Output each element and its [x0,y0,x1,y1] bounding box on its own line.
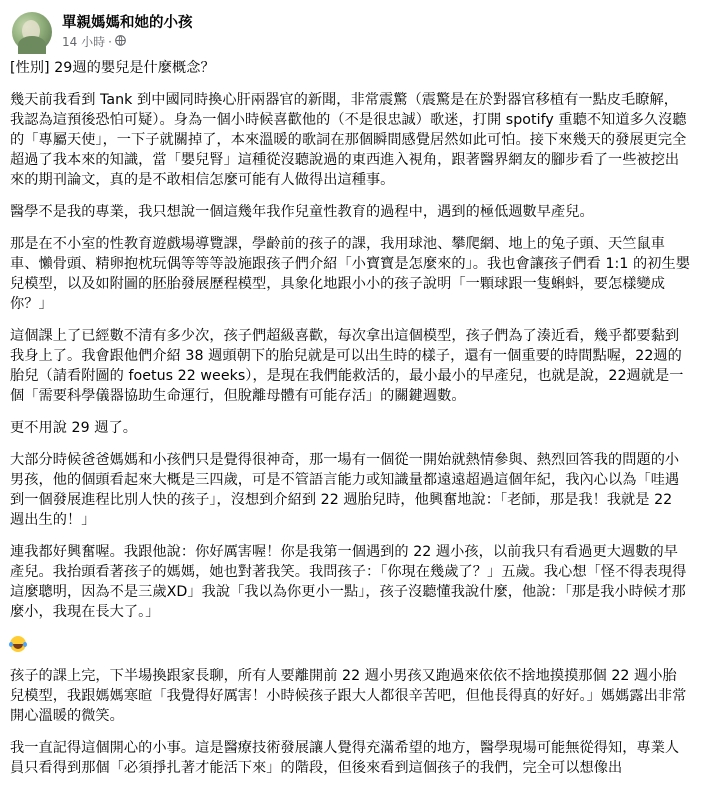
post-paragraph: 大部分時候爸爸媽媽和小孩們只是覺得很神奇，那一場有一個從一開始就熱情參與、熱烈回答我的問題的小男孩，他的個頭看起來大概是三四歲，可是不管語言能力或知識量都遠遠超過這個年紀，我內心以為「哇遇到一個發展進程比別人快的孩子」，沒想到介紹到 22 週胎兒時，他興奮地說：「老師，那是我！我就是 22 週出生的！」 [10,452,680,528]
meta-separator: · [108,34,112,49]
post-paragraph: 孩子的課上完，下半場換跟家長聊，所有人要離開前 22 週小男孩又跑過來依依不捨地摸摸那個 22 週小胎兒模型，我跟媽媽寒暄「我覺得好厲害！小時候孩子跟大人都很辛苦吧，但他長得真的好好。」媽媽露出非常開心溫暖的微笑。 [10,668,687,724]
post-meta [62,33,126,50]
post-paragraph: 更不用說 29 週了。 [10,420,137,436]
post-header [12,8,692,52]
page-name[interactable]: 單親媽媽和她的小孩 [62,15,193,31]
tears-of-joy-icon [10,636,26,652]
post-paragraph: 幾天前我看到 Tank 到中國同時換心肝兩器官的新聞，非常震驚（震驚是在於對器官移植有一點皮毛瞭解，我認為這預後恐怕可疑）。身為一個小時候喜歡他的（不是很忠誠）歌迷，打開 spotify 重聽不知道多久沒聽的「專屬天使」，一下子就關掉了，本來溫暖的歌詞在那個瞬間感覺居然如此可怕。接下來幾天的發展更完全超過了我本來的知識，當「嬰兒腎」這種從沒聽說過的東西進入視角，跟著醫界網友的腳步看了一些被挖出來的期刊論文，真的是不敢相信怎麼可能有人做得出這種事。 [10,92,687,188]
emoji-paragraph [10,634,690,654]
post-time[interactable]: 14 小時 [62,35,106,49]
post-paragraph: 那是在不小室的性教育遊戲場導覽課，學齡前的孩子的課，我用球池、攀爬網、地上的兔子頭、天竺鼠車車、懶骨頭、精卵抱枕玩偶等等等設施跟孩子們介紹「小寶寶是怎麼來的」。我也會讓孩子們看 1:1 的初生嬰兒模型，以及如附圖的胚胎發展歷程模型，具象化地跟小小的孩子說明「一顆球跟一隻蝌蚪，要怎樣變成你？」 [10,236,690,312]
post-paragraph: 我一直記得這個開心的小事。這是醫療技術發展讓人覺得充滿希望的地方，醫學現場可能無從得知，專業人員只看得到那個「必須掙扎著才能活下來」的階段，但後來看到這個孩子的我們，完全可以想像出 [10,740,680,776]
post-paragraph: 醫學不是我的專業，我只想說一個這幾年我作兒童性教育的過程中，遇到的極低週數早產兒。 [10,204,594,220]
post-paragraph: 連我都好興奮喔。我跟他說：你好厲害喔！你是我第一個遇到的 22 週小孩，以前我只有看過更大週數的早產兒。我抬頭看著孩子的媽媽，她也對著我笑。我問孩子：「你現在幾歲了？」五歲。我心想「怪不得表現得這麼聰明，因為不是三歲XD」我說「我以為你更小一點」，孩子沒聽懂我說什麼，他說：「那是我小時候才那麼小，我現在長大了。」 [10,544,687,620]
globe-icon [115,35,126,49]
avatar[interactable] [12,12,52,52]
post-paragraph: 這個課上了已經數不清有多少次，孩子們超級喜歡，每次拿出這個模型，孩子們為了湊近看，幾乎都要黏到我身上了。我會跟他們介紹 38 週頭朝下的胎兒就是可以出生時的樣子，還有一個重要的時間點喔，22週的胎兒（請看附圖的 foetus 22 weeks），是現在我們能救活的，最小最小的早產兒，也就是說，22週就是一個「需要科學儀器協助生命運行，但脫離母體有可能存活」的關鍵週數。 [10,328,684,404]
post-paragraph: [性別] 29週的嬰兒是什麼概念？ [10,60,215,76]
post-body [10,58,690,790]
